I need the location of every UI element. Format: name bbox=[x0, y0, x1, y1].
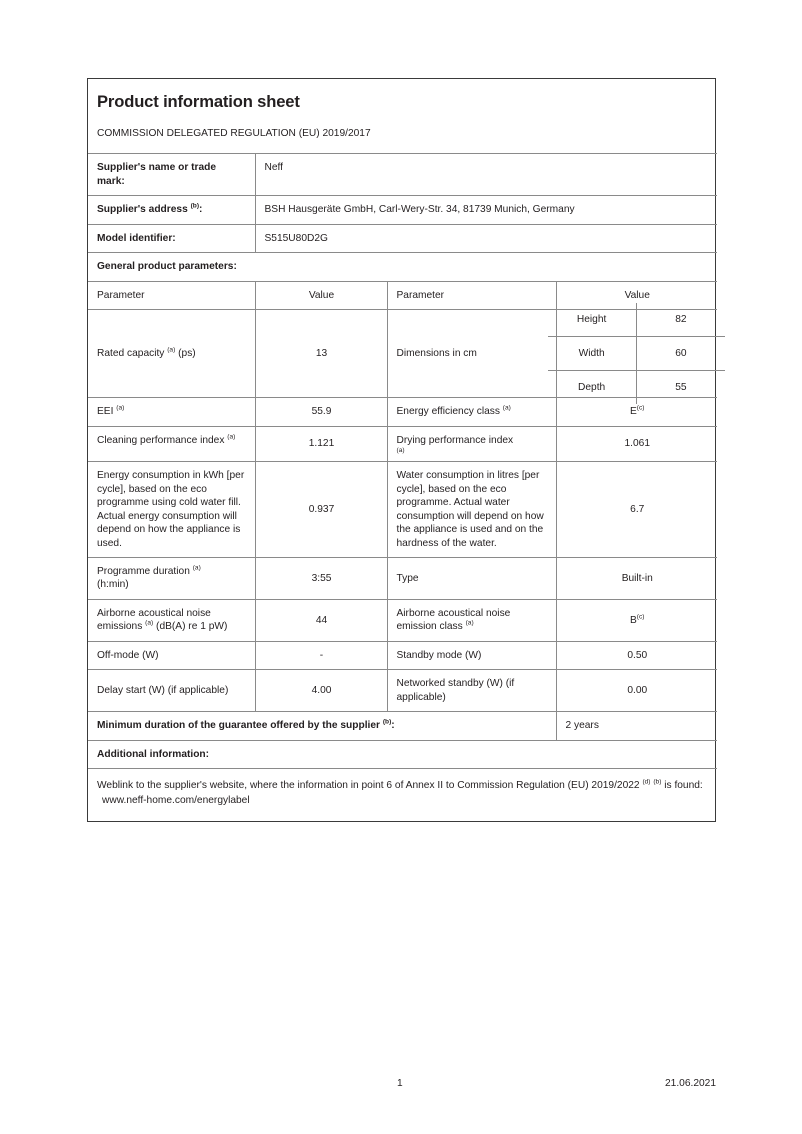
header-parameter-left: Parameter bbox=[88, 281, 255, 309]
weblink-row bbox=[88, 769, 717, 821]
drying-performance-index-value: 1.061 bbox=[556, 426, 717, 462]
energy-efficiency-class-value-text: E bbox=[630, 406, 637, 418]
footer-date: 21.06.2021 bbox=[665, 1078, 716, 1089]
cleaning-performance-index-footnote-marker: (a) bbox=[227, 433, 236, 441]
energy-efficiency-class-value-footnote-marker: (c) bbox=[636, 404, 645, 412]
dimension-name-depth: Depth bbox=[548, 371, 637, 405]
supplier-address-label-text: Supplier's address bbox=[97, 204, 188, 216]
model-identifier-value: S515U80D2G bbox=[255, 224, 717, 252]
noise-emission-class-value-text: B bbox=[630, 614, 637, 626]
delay-start-networked-standby-row bbox=[88, 670, 717, 712]
rated-capacity-value: 13 bbox=[255, 310, 387, 398]
weblink-is-found-text: is found: bbox=[664, 780, 703, 792]
weblink-footnote-marker-d: (d) bbox=[642, 778, 651, 786]
eei-label bbox=[88, 398, 255, 426]
noise-emissions-row bbox=[88, 599, 717, 641]
networked-standby-label: Networked standby (W) (if applicable) bbox=[387, 670, 556, 712]
model-identifier-label: Model identifier: bbox=[88, 224, 255, 252]
eei-value: 55.9 bbox=[255, 398, 387, 426]
footer-page-number: 1 bbox=[397, 1078, 403, 1089]
off-mode-label: Off-mode (W) bbox=[88, 641, 255, 669]
supplier-website-url[interactable]: www.neff-home.com/energylabel bbox=[102, 794, 250, 806]
supplier-name-value: Neff bbox=[255, 154, 717, 196]
guarantee-label bbox=[88, 712, 556, 740]
weblink-footnote-marker-b: (b) bbox=[653, 778, 662, 786]
noise-emissions-value: 44 bbox=[255, 599, 387, 641]
eei-energy-class-row bbox=[88, 398, 717, 426]
noise-emission-class-label-text: Airborne acoustical noise emission class bbox=[396, 607, 511, 633]
dimension-name-width: Width bbox=[548, 337, 637, 371]
type-label: Type bbox=[387, 557, 556, 599]
rated-capacity-label bbox=[88, 310, 255, 398]
off-mode-value: - bbox=[255, 641, 387, 669]
product-table bbox=[88, 79, 717, 821]
programme-duration-footnote-marker: (a) bbox=[192, 564, 201, 572]
supplier-address-value: BSH Hausgeräte GmbH, Carl-Wery-Str. 34, 81739 Munich, Germany bbox=[255, 196, 717, 224]
drying-performance-index-label-text: Drying performance index bbox=[396, 434, 514, 446]
weblink-regulation-ref: (EU) 2019/2022 bbox=[567, 780, 640, 792]
noise-emission-class-value bbox=[556, 599, 717, 641]
programme-duration-unit: (h:min) bbox=[97, 579, 129, 591]
dimension-value-height: 82 bbox=[636, 303, 725, 337]
energy-efficiency-class-label bbox=[387, 398, 556, 426]
noise-emissions-footnote-marker: (a) bbox=[145, 619, 154, 627]
supplier-address-footnote-marker: (b) bbox=[190, 202, 200, 210]
weblink-line-1: Weblink to the supplier's website, where the information in point 6 of Annex II to Commission Regulation bbox=[97, 780, 565, 792]
energy-consumption-label: Energy consumption in kWh [per cycle], based on the eco programme using cold water fill. Actual energy consumption will depend on how the appliance is used. bbox=[88, 462, 255, 558]
programme-duration-label bbox=[88, 557, 255, 599]
general-parameters-row bbox=[88, 253, 717, 281]
eei-label-text: EEI bbox=[97, 406, 114, 418]
guarantee-label-text: Minimum duration of the guarantee offered by the supplier bbox=[97, 720, 381, 732]
supplier-address-label bbox=[88, 196, 255, 224]
cleaning-performance-index-value: 1.121 bbox=[255, 426, 387, 462]
general-parameters-label: General product parameters: bbox=[88, 253, 717, 281]
dimensions-table bbox=[548, 303, 726, 404]
standby-mode-value: 0.50 bbox=[556, 641, 717, 669]
networked-standby-value: 0.00 bbox=[556, 670, 717, 712]
title-cell bbox=[88, 79, 717, 118]
cleaning-performance-index-label-text: Cleaning performance index bbox=[97, 434, 225, 446]
guarantee-colon: : bbox=[391, 720, 395, 732]
energy-efficiency-class-value bbox=[556, 398, 717, 426]
guarantee-row bbox=[88, 712, 717, 740]
header-parameter-right: Parameter bbox=[387, 281, 556, 309]
page-title: Product information sheet bbox=[97, 92, 300, 111]
dimension-value-width: 60 bbox=[636, 337, 725, 371]
type-value: Built-in bbox=[556, 557, 717, 599]
dimension-row-height bbox=[548, 303, 726, 337]
supplier-name-label: Supplier's name or trade mark: bbox=[88, 154, 255, 196]
weblink-cell bbox=[88, 769, 717, 821]
noise-emissions-unit: (dB(A) re 1 pW) bbox=[156, 621, 228, 633]
header-value-left: Value bbox=[255, 281, 387, 309]
title-row bbox=[88, 79, 717, 118]
noise-emissions-label bbox=[88, 599, 255, 641]
weblink-paragraph bbox=[97, 779, 709, 809]
guarantee-value: 2 years bbox=[556, 712, 717, 740]
rated-capacity-footnote-marker: (a) bbox=[167, 346, 176, 354]
supplier-address-colon: : bbox=[199, 204, 203, 216]
regulation-text: COMMISSION DELEGATED REGULATION (EU) 2019/2017 bbox=[97, 127, 371, 139]
cleaning-drying-index-row bbox=[88, 426, 717, 462]
dimension-row-width bbox=[548, 337, 726, 371]
rated-capacity-unit: (ps) bbox=[178, 347, 196, 359]
dimension-value-depth: 55 bbox=[636, 371, 725, 405]
additional-information-label: Additional information: bbox=[88, 740, 717, 768]
header-value-right: Value bbox=[556, 281, 717, 309]
guarantee-footnote-marker: (b) bbox=[382, 718, 392, 726]
cleaning-performance-index-label bbox=[88, 426, 255, 462]
programme-duration-value: 3:55 bbox=[255, 557, 387, 599]
dimensions-label: Dimensions in cm bbox=[387, 310, 556, 398]
noise-emission-class-footnote-marker: (a) bbox=[465, 619, 474, 627]
drying-performance-index-footnote-marker: (a) bbox=[396, 446, 405, 454]
water-consumption-value: 6.7 bbox=[556, 462, 717, 558]
eei-footnote-marker: (a) bbox=[116, 404, 125, 412]
rated-capacity-dimensions-row bbox=[88, 310, 717, 398]
supplier-name-row bbox=[88, 154, 717, 196]
regulation-cell bbox=[88, 118, 717, 154]
delay-start-label: Delay start (W) (if applicable) bbox=[88, 670, 255, 712]
supplier-address-row bbox=[88, 196, 717, 224]
energy-efficiency-class-label-text: Energy efficiency class bbox=[396, 406, 500, 418]
regulation-row bbox=[88, 118, 717, 154]
product-information-sheet bbox=[87, 78, 716, 822]
noise-emission-class-value-footnote-marker: (c) bbox=[636, 613, 645, 621]
water-consumption-label: Water consumption in litres [per cycle], based on the eco programme. Actual water consumption will depend on how the appliance is used and on the hardness of the water. bbox=[387, 462, 556, 558]
off-mode-standby-row bbox=[88, 641, 717, 669]
model-identifier-row bbox=[88, 224, 717, 252]
drying-performance-index-label bbox=[387, 426, 556, 462]
energy-efficiency-class-footnote-marker: (a) bbox=[502, 404, 511, 412]
dimension-name-height: Height bbox=[548, 303, 637, 337]
energy-consumption-value: 0.937 bbox=[255, 462, 387, 558]
energy-water-consumption-row bbox=[88, 462, 717, 558]
noise-emissions-label-text: Airborne acoustical noise emissions bbox=[97, 607, 211, 633]
delay-start-value: 4.00 bbox=[255, 670, 387, 712]
noise-emission-class-label bbox=[387, 599, 556, 641]
rated-capacity-label-text: Rated capacity bbox=[97, 347, 165, 359]
programme-duration-label-text: Programme duration bbox=[97, 565, 190, 577]
standby-mode-label: Standby mode (W) bbox=[387, 641, 556, 669]
programme-duration-type-row bbox=[88, 557, 717, 599]
additional-information-row bbox=[88, 740, 717, 768]
dimensions-subtable-cell bbox=[556, 310, 717, 398]
